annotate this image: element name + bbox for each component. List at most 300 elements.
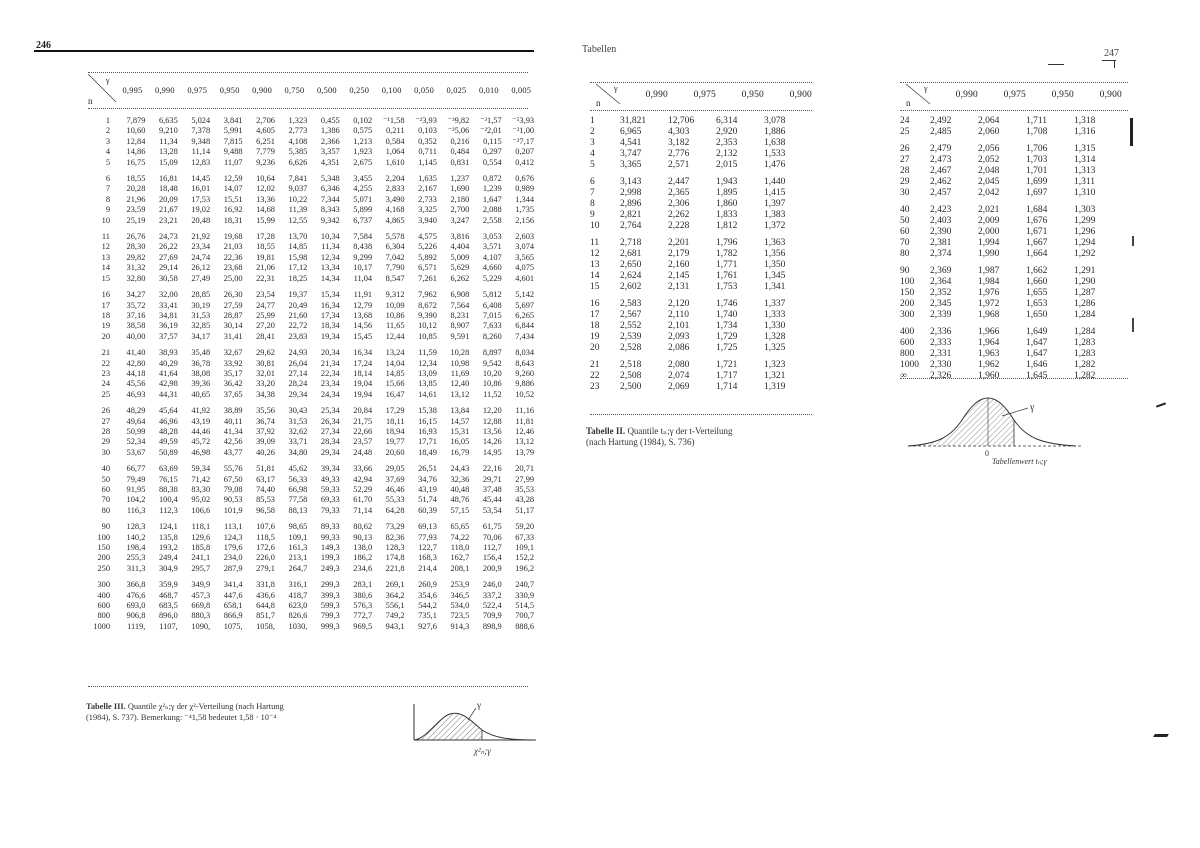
quantile-cell: 7,790	[385, 263, 405, 273]
quantile-cell: 1,237	[450, 174, 470, 184]
quantile-cell: 138,0	[353, 543, 373, 553]
quantile-cell: 33,66	[353, 464, 373, 474]
quantile-cell: 42,56	[223, 437, 243, 447]
quantile-cell: 1107,	[159, 621, 178, 631]
table-row	[86, 168, 534, 184]
quantile-cell: ⁻²3,93	[415, 116, 437, 125]
quantile-cell: 226,0	[256, 553, 275, 563]
table-row	[86, 379, 534, 389]
table-row	[86, 458, 534, 474]
quantile-cell: 63,69	[158, 464, 178, 474]
row-n-cell: 8	[105, 194, 110, 204]
quantile-cell: 9,299	[353, 252, 373, 262]
quantile-cell: 43,28	[515, 495, 535, 505]
quantile-cell: 118,1	[191, 522, 211, 532]
quantile-cell: 113,1	[224, 522, 243, 532]
quantile-cell: 30,81	[256, 358, 275, 368]
t1-gamma-label: γ	[614, 84, 618, 93]
quantile-cell: 1,337	[764, 299, 786, 309]
quantile-cell: 5,024	[191, 116, 211, 125]
quantile-cell: 16,15	[418, 416, 437, 426]
quantile-cell: 2,920	[716, 127, 738, 137]
quantile-cell: 31,53	[191, 310, 211, 320]
quantile-cell: 55,76	[223, 464, 243, 474]
quantile-cell: 380,6	[353, 590, 373, 600]
quantile-cell: 1,761	[716, 271, 738, 281]
quantile-cell: 45,62	[288, 464, 308, 474]
quantile-cell: 46,98	[191, 447, 211, 457]
quantile-cell: 1,655	[1026, 288, 1048, 298]
table-row	[86, 284, 534, 300]
quantile-cell: 1,283	[1074, 338, 1096, 348]
quantile-cell: 2,500	[620, 382, 642, 392]
quantile-cell: 799,3	[320, 611, 340, 621]
quantile-cell: 4,303	[668, 127, 690, 137]
t2-bottom-rule	[900, 378, 1128, 379]
quantile-cell: 279,1	[256, 563, 275, 573]
column-header: 0,990	[154, 86, 175, 95]
table-row	[590, 382, 812, 393]
quantile-cell: 5,385	[288, 147, 308, 157]
quantile-cell: 2,009	[978, 216, 1000, 226]
quantile-cell: 7,584	[353, 232, 373, 242]
quantile-cell: 8,438	[353, 242, 373, 252]
row-n-cell: 15	[101, 273, 110, 283]
quantile-cell: 7,841	[288, 174, 308, 184]
quantile-cell: 2,998	[620, 188, 642, 198]
quantile-cell: 6,314	[716, 116, 738, 126]
quantile-cell: 174,8	[385, 553, 405, 563]
quantile-cell: 0,554	[482, 157, 502, 167]
table-row	[900, 116, 1122, 127]
quantile-cell: 10,60	[126, 126, 146, 136]
quantile-cell: 2,624	[620, 271, 642, 281]
quantile-cell: 208,1	[450, 563, 470, 573]
quantile-cell: 35,53	[515, 485, 535, 494]
quantile-cell: ⁻²5,06	[447, 126, 470, 136]
table-row	[900, 338, 1122, 349]
quantile-cell: 51,17	[515, 505, 535, 515]
quantile-cell: 45,44	[482, 495, 502, 505]
quantile-cell: 15,38	[418, 406, 437, 416]
table-row	[86, 390, 534, 400]
quantile-cell: 13,34	[320, 263, 340, 273]
quantile-cell: 36,42	[223, 379, 243, 389]
quantile-cell: 48,29	[126, 406, 146, 416]
quantile-cell: 37,92	[256, 426, 275, 436]
row-n-cell: 27	[900, 155, 910, 165]
table-row	[590, 271, 812, 282]
caption-line2: (1984), S. 737). Bemerkung: ⁻⁴1,58 bedeutet 1,58 · 10⁻⁴	[86, 712, 277, 722]
quantile-cell: 1,311	[1074, 177, 1096, 187]
quantile-cell: 83,30	[191, 485, 211, 494]
quantile-cell: 13,79	[515, 447, 535, 457]
table-row	[900, 155, 1122, 166]
row-n-cell: 300	[97, 580, 110, 590]
row-n-cell: 13	[101, 252, 110, 262]
quantile-cell: 888,6	[515, 621, 535, 631]
quantile-cell: 43,19	[418, 485, 437, 494]
quantile-cell: 109,1	[288, 532, 308, 542]
quantile-cell: 8,643	[515, 358, 535, 368]
quantile-cell: 23,54	[256, 290, 275, 300]
table-row	[86, 417, 534, 427]
quantile-cell: 18,55	[126, 174, 146, 184]
quantile-cell: 161,3	[288, 543, 308, 553]
quantile-cell: 24,74	[191, 252, 211, 262]
quantile-cell: 20,60	[385, 447, 405, 457]
quantile-cell: 337,2	[482, 590, 502, 600]
quantile-cell: 66,98	[288, 485, 308, 494]
t-caption-title: Tabelle II.	[586, 426, 626, 436]
quantile-cell: 34,80	[288, 447, 308, 457]
quantile-cell: 14,56	[353, 321, 373, 331]
table-row	[900, 138, 1122, 155]
table-row	[590, 160, 812, 171]
quantile-cell: 19,34	[320, 331, 340, 341]
quantile-cell: 898,9	[482, 621, 502, 631]
row-n-cell: 100	[97, 532, 110, 542]
quantile-cell: 14,61	[418, 389, 437, 399]
quantile-cell: 95,02	[191, 495, 211, 505]
quantile-cell: 23,34	[320, 379, 340, 389]
quantile-cell: ⁻²7,17	[512, 136, 535, 146]
quantile-cell: 31,41	[223, 331, 243, 341]
quantile-cell: 9,210	[158, 126, 178, 136]
quantile-cell: 79,49	[126, 474, 146, 484]
quantile-cell: 826,6	[288, 611, 308, 621]
chi2-fig-xlabel: χ²ₙ;γ	[474, 746, 491, 756]
quantile-cell: 2,045	[978, 177, 1000, 187]
t-caption-line1: Quantile tₙ;γ der t-Verteilung	[625, 426, 733, 436]
quantile-cell: 5,071	[353, 194, 373, 204]
row-n-cell: 8	[590, 199, 595, 209]
quantile-cell: 19,68	[223, 232, 243, 242]
quantile-cell: 6,571	[418, 263, 437, 273]
table-row	[86, 195, 534, 205]
quantile-cell: 3,747	[620, 149, 642, 159]
t-fig-xlabel: Tabellenwert tₙ;γ	[992, 457, 1047, 466]
quantile-cell: 7,378	[191, 126, 211, 136]
t2-header-top-rule	[900, 82, 1128, 83]
quantile-cell: 46,93	[126, 389, 146, 399]
quantile-cell: 2,492	[930, 116, 952, 126]
quantile-cell: 9,542	[482, 358, 502, 368]
quantile-cell: 14,95	[482, 447, 502, 457]
quantile-cell: 2,145	[668, 271, 690, 281]
quantile-cell: 2,339	[930, 310, 952, 320]
quantile-cell: 354,6	[418, 590, 437, 600]
quantile-cell: 3,816	[450, 232, 470, 242]
quantile-cell: 6,844	[515, 321, 535, 331]
quantile-cell: 32,62	[288, 426, 308, 436]
column-header: 0,025	[446, 86, 467, 95]
quantile-cell: 56,33	[288, 474, 308, 484]
quantile-cell: 6,908	[450, 290, 470, 300]
quantile-cell: 59,33	[320, 485, 340, 494]
quantile-cell: 1,145	[418, 157, 437, 167]
quantile-cell: 23,57	[353, 437, 373, 447]
quantile-cell: 6,635	[158, 116, 178, 125]
quantile-cell: 10,85	[418, 331, 437, 341]
table-row	[86, 253, 534, 263]
quantile-cell: 2,336	[930, 327, 952, 337]
quantile-cell: 16,47	[385, 389, 405, 399]
margin-mark-1	[1130, 118, 1133, 146]
column-header: 0,990	[955, 90, 978, 100]
quantile-cell: 2,457	[930, 188, 952, 198]
quantile-cell: 25,19	[126, 215, 146, 225]
t-caption	[586, 426, 826, 447]
quantile-cell: 19,77	[385, 437, 405, 447]
quantile-cell: 107,6	[256, 522, 275, 532]
quantile-cell: 10,34	[320, 232, 340, 242]
quantile-cell: 85,53	[256, 495, 275, 505]
quantile-cell: 11,16	[515, 406, 535, 416]
quantile-cell: 4,605	[256, 126, 275, 136]
quantile-cell: 1,284	[1074, 327, 1096, 337]
quantile-cell: 1,533	[764, 149, 786, 159]
row-n-cell: 22	[101, 358, 110, 368]
quantile-cell: 80,62	[353, 522, 373, 532]
quantile-cell: 1,740	[716, 310, 738, 320]
quantile-cell: 6,626	[288, 157, 308, 167]
quantile-cell: 4,108	[288, 136, 308, 146]
row-n-cell: 200	[900, 299, 915, 309]
t2-n-label: n	[906, 98, 911, 108]
quantile-cell: 1,963	[978, 349, 1000, 359]
quantile-cell: 26,12	[191, 263, 211, 273]
quantile-cell: 11,39	[288, 205, 308, 215]
row-n-cell: 15	[590, 282, 600, 292]
quantile-cell: 43,19	[191, 416, 211, 426]
row-n-cell: 14	[101, 263, 110, 273]
quantile-cell: 0,216	[450, 136, 470, 146]
quantile-cell: 1,328	[764, 332, 786, 342]
table-row	[900, 216, 1122, 227]
table-row	[900, 321, 1122, 338]
quantile-cell: 2,528	[620, 343, 642, 353]
quantile-cell: 22,16	[482, 464, 502, 474]
table-row	[86, 311, 534, 321]
table-row	[900, 177, 1122, 188]
quantile-cell: 1,363	[764, 238, 786, 248]
quantile-cell: 3,143	[620, 177, 642, 187]
quantile-cell: 457,3	[191, 590, 211, 600]
t-quantile-table-2	[900, 116, 1122, 382]
quantile-cell: 1,287	[1074, 288, 1096, 298]
quantile-cell: 13,68	[353, 310, 373, 320]
quantile-cell: 3,357	[320, 147, 340, 157]
table-row	[590, 293, 812, 310]
quantile-cell: 16,79	[450, 447, 470, 457]
quantile-cell: 26,22	[158, 242, 178, 252]
quantile-cell: 16,34	[320, 300, 340, 310]
quantile-cell: 10,17	[353, 263, 373, 273]
quantile-cell: 14,45	[191, 174, 211, 184]
quantile-cell: 14,85	[288, 242, 308, 252]
table-row	[590, 232, 812, 249]
quantile-cell: 4,601	[515, 273, 535, 283]
quantile-cell: 98,65	[288, 522, 308, 532]
quantile-cell: ⁻²1,00	[512, 126, 535, 136]
quantile-cell: 15,66	[385, 379, 405, 389]
quantile-cell: 0,115	[483, 136, 502, 146]
quantile-cell: 0,207	[515, 147, 535, 157]
row-n-cell: 600	[900, 338, 915, 348]
quantile-cell: 0,102	[353, 116, 373, 125]
quantile-cell: 19,37	[288, 290, 308, 300]
table-row	[86, 184, 534, 194]
quantile-cell: 18,34	[320, 321, 340, 331]
quantile-cell: 29,34	[288, 389, 308, 399]
quantile-cell: 50,99	[126, 426, 146, 436]
table-row	[900, 260, 1122, 277]
quantile-cell: 10,86	[385, 310, 405, 320]
quantile-cell: 118,0	[450, 543, 470, 553]
row-n-cell: 30	[101, 447, 110, 457]
quantile-cell: 4,865	[385, 215, 405, 225]
row-n-cell: 100	[900, 277, 915, 287]
quantile-cell: 2,110	[668, 310, 690, 320]
quantile-cell: 18,48	[158, 184, 178, 194]
quantile-cell: 2,156	[515, 215, 535, 225]
quantile-cell: 112,7	[483, 543, 502, 553]
quantile-cell: 1,701	[1026, 166, 1048, 176]
quantile-cell: 2,733	[418, 194, 437, 204]
quantile-cell: 1,699	[1026, 177, 1048, 187]
quantile-cell: 9,591	[450, 331, 470, 341]
quantile-cell: 1,386	[320, 126, 340, 136]
table-row	[590, 138, 812, 149]
quantile-cell: 10,98	[450, 358, 470, 368]
column-header: 0,005	[511, 86, 532, 95]
table-row	[590, 171, 812, 188]
quantile-cell: 36,19	[158, 321, 178, 331]
quantile-cell: 2,896	[620, 199, 642, 209]
quantile-cell: 31,53	[288, 416, 308, 426]
row-n-cell: 9	[105, 205, 110, 215]
row-n-cell: 3	[105, 136, 110, 146]
quantile-cell: 3,490	[385, 194, 405, 204]
row-n-cell: 400	[97, 590, 110, 600]
table-row	[86, 485, 534, 495]
quantile-cell: 1,638	[764, 138, 786, 148]
quantile-cell: 26,30	[223, 290, 243, 300]
quantile-cell: 1,345	[764, 271, 786, 281]
quantile-cell: 2,201	[668, 238, 690, 248]
quantile-cell: 1,717	[716, 371, 738, 381]
quantile-cell: 67,50	[223, 474, 243, 484]
quantile-cell: 0,989	[515, 184, 535, 194]
quantile-cell: 44,18	[126, 368, 146, 378]
quantile-cell: 7,261	[418, 273, 437, 283]
quantile-cell: 4,168	[385, 205, 405, 215]
table-row	[86, 242, 534, 252]
quantile-cell: 29,05	[385, 464, 405, 474]
quantile-cell: 67,33	[515, 532, 535, 542]
quantile-cell: 21,03	[223, 242, 243, 252]
row-n-cell: 22	[590, 371, 600, 381]
quantile-cell: 73,29	[385, 522, 405, 532]
quantile-cell: 723,5	[450, 611, 470, 621]
row-n-cell: 5	[590, 160, 595, 170]
quantile-cell: 8,343	[320, 205, 340, 215]
quantile-cell: 91,95	[126, 485, 146, 494]
quantile-cell: 1,725	[716, 343, 738, 353]
quantile-cell: 12,02	[256, 184, 275, 194]
quantile-cell: 0,412	[515, 157, 535, 167]
column-header: 0,250	[349, 86, 370, 95]
quantile-cell: 2,262	[668, 210, 690, 220]
quantile-cell: 21,06	[256, 263, 275, 273]
quantile-cell: ⁻³1,57	[480, 116, 502, 125]
quantile-cell: 13,24	[385, 348, 405, 358]
quantile-cell: 2,101	[668, 321, 690, 331]
row-n-cell: 6	[590, 177, 595, 187]
quantile-cell: 44,46	[191, 426, 211, 436]
quantile-cell: 14,04	[385, 358, 405, 368]
table-row	[86, 564, 534, 574]
quantile-cell: 34,38	[256, 389, 275, 399]
quantile-cell: 37,48	[482, 485, 502, 494]
quantile-cell: 15,98	[288, 252, 308, 262]
quantile-cell: 7,962	[418, 290, 437, 300]
quantile-cell: 880,3	[191, 611, 211, 621]
quantile-cell: 7,344	[320, 194, 340, 204]
table-row	[900, 166, 1122, 177]
quantile-cell: 2,473	[930, 155, 952, 165]
quantile-cell: 32,80	[126, 273, 146, 283]
quantile-cell: 28,85	[191, 290, 211, 300]
table-row	[590, 210, 812, 221]
quantile-cell: 299,3	[320, 580, 340, 590]
quantile-cell: 49,33	[320, 474, 340, 484]
quantile-cell: 17,12	[288, 263, 308, 273]
quantile-cell: 4,107	[482, 252, 502, 262]
row-n-cell: 90	[101, 522, 110, 532]
quantile-cell: 1,703	[1026, 155, 1048, 165]
column-header: 0,900	[1099, 90, 1122, 100]
top-rule	[34, 50, 534, 52]
table-row	[86, 359, 534, 369]
quantile-cell: 28,30	[126, 242, 146, 252]
table-row	[590, 371, 812, 382]
quantile-cell: 129,6	[191, 532, 211, 542]
quantile-cell: 42,80	[126, 358, 146, 368]
quantile-cell: 534,0	[450, 601, 470, 611]
quantile-cell: 2,021	[978, 205, 1000, 215]
quantile-cell: 12,55	[288, 215, 308, 225]
quantile-cell: 3,325	[418, 205, 437, 215]
row-n-cell: 21	[101, 348, 110, 358]
quantile-cell: 2,088	[482, 205, 502, 215]
quantile-cell: 906,8	[126, 611, 146, 621]
quantile-cell: 1,299	[1074, 216, 1096, 226]
quantile-cell: 28,41	[256, 331, 275, 341]
quantile-cell: 0,352	[418, 136, 437, 146]
quantile-cell: 1,708	[1026, 127, 1048, 137]
quantile-cell: 11,59	[418, 348, 437, 358]
quantile-cell: 1,664	[1026, 249, 1048, 259]
quantile-cell: 1,319	[764, 382, 786, 392]
quantile-cell: 5,991	[223, 126, 243, 136]
row-n-cell: 10	[101, 215, 110, 225]
quantile-cell: 128,3	[126, 522, 146, 532]
quantile-cell: 943,1	[385, 621, 405, 631]
quantile-cell: 124,1	[158, 522, 178, 532]
quantile-cell: 2,518	[620, 360, 642, 370]
